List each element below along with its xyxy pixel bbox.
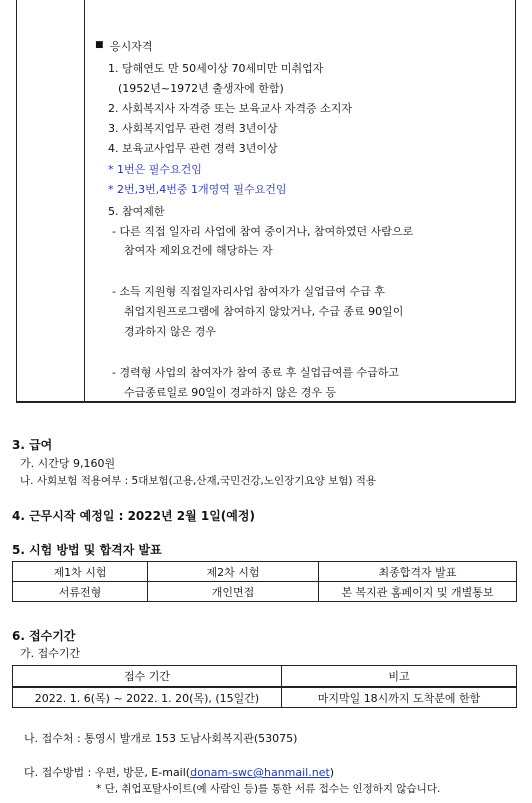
howto-note: * 단, 취업포탈사이트(예 사람인 등)를 통한 서류 접수는 인정하지 않습니다.: [96, 783, 441, 795]
period-table: [12, 665, 517, 708]
place-text: 나. 접수처 : 통영시 발개로 153 도남사회복지관(53075): [24, 732, 298, 745]
method-heading: 5. 시험 방법 및 합격자 발표: [12, 543, 162, 557]
qualification-item-2: 2. 사회복지사 자격증 또는 보육교사 자격증 소지자: [108, 102, 352, 115]
qualification-item-1-sub: (1952년~1972년 출생자에 한함): [118, 82, 284, 95]
qualification-item-3: 3. 사회복지업무 관련 경력 3년이상: [108, 122, 278, 135]
howto-line: [24, 764, 334, 780]
method-value-3: 본 복지관 홈페이지 및 개별통보: [319, 582, 517, 602]
restriction-2-line-3: 경과하지 않은 경우: [124, 325, 217, 338]
restriction-1-line-1: - 다른 직접 일자리 사업에 참여 중이거나, 참여하였던 사람으로: [112, 225, 414, 238]
qualification-item-4: 4. 보육교사업무 관련 경력 3년이상: [108, 142, 278, 155]
method-value-1: 서류전형: [13, 582, 148, 602]
howto-close: ): [329, 766, 335, 779]
method-value-2: 개인면접: [148, 582, 319, 602]
restriction-2-line-2: 취업지원프로그램에 참여하지 않았거나, 수급 종료 90일이: [124, 305, 404, 318]
restriction-1-line-2: 참여자 제외요건에 해당하는 자: [124, 244, 273, 257]
email-link[interactable]: donam-swc@hanmail.net: [190, 766, 330, 779]
qualification-item-1: 1. 당해연도 만 50세이상 70세미만 미취업자: [108, 62, 324, 75]
note-required-2: * 2번,3번,4번중 1개영역 필수요건임: [108, 183, 287, 196]
pay-insurance: 나. 사회보험 적용여부 : 5대보험(고용,산재,국민건강,노인장기요양 보험) 적용: [20, 475, 377, 487]
period-sub: 가. 접수기간: [20, 647, 81, 660]
restriction-3-line-2: 수급종료일로 90일이 경과하지 않은 경우 등: [124, 386, 337, 399]
method-table-header-row: [13, 562, 517, 582]
period-header-1: 접수 기간: [13, 666, 282, 688]
restriction-3-line-1: - 경력형 사업의 참여자가 참여 종료 후 실업급여를 수급하고: [112, 366, 399, 379]
period-value-1: 2022. 1. 6(목) ~ 2022. 1. 20(목), (15일간): [13, 687, 282, 708]
qualification-box-divider: [84, 0, 85, 401]
note-required-1: * 1번은 필수요건임: [108, 163, 202, 176]
period-table-row: [13, 687, 517, 708]
period-table-header-row: [13, 666, 517, 688]
method-table: [12, 561, 517, 602]
restriction-2-line-1: - 소득 지원형 직접일자리사업 참여자가 실업급여 수급 후: [112, 285, 385, 298]
qualification-title: 응시자격: [110, 40, 153, 53]
method-header-2: 제2차 시험: [148, 562, 319, 582]
method-header-1: 제1차 시험: [13, 562, 148, 582]
pay-hourly: 가. 시간당 9,160원: [20, 457, 116, 470]
restriction-title: 5. 참여제한: [108, 205, 165, 218]
method-table-row: [13, 582, 517, 602]
pay-heading: 3. 급여: [12, 438, 53, 452]
bullet-square-icon: ■: [95, 40, 104, 50]
period-value-2: 마지막일 18시까지 도착분에 한함: [282, 687, 517, 708]
method-header-3: 최종합격자 발표: [319, 562, 517, 582]
start-heading: 4. 근무시작 예정일 : 2022년 2월 1일(예정): [12, 509, 255, 523]
period-header-2: 비고: [282, 666, 517, 688]
howto-label: 다. 접수방법 : 우편, 방문, E-mail(: [24, 766, 191, 779]
period-heading: 6. 접수기간: [12, 629, 76, 643]
